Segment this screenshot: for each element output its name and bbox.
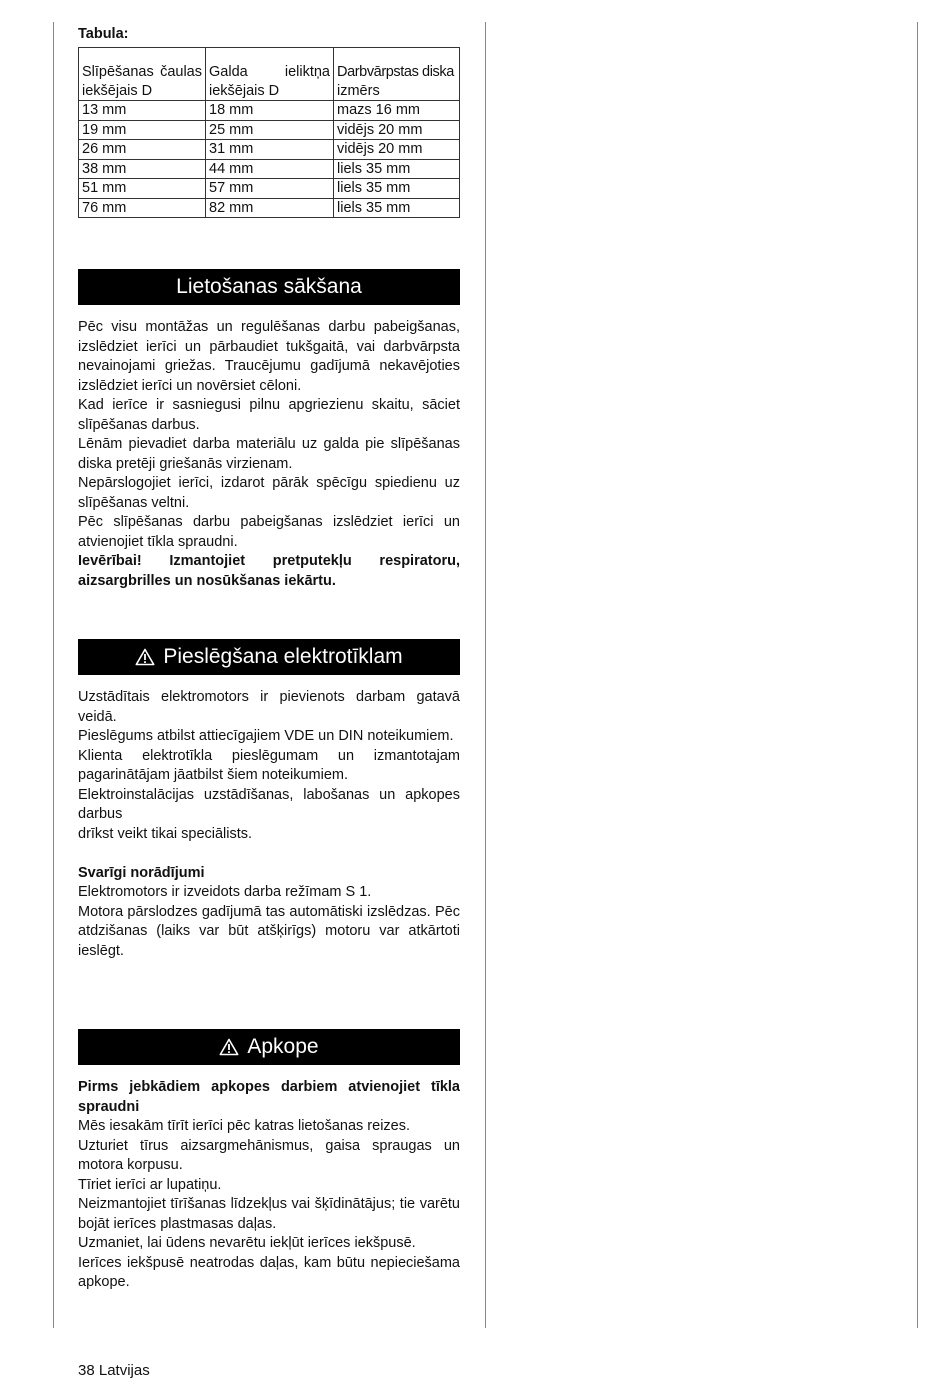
table-cell: vidējs 20 mm (334, 120, 460, 140)
page-number: 38 (78, 1362, 95, 1379)
table-header-row (79, 48, 460, 101)
table-cell: liels 35 mm (334, 159, 460, 179)
warning-triangle-icon (219, 1038, 239, 1056)
column-rule-right (917, 22, 918, 1328)
section-heading-start-operation (78, 269, 460, 305)
table-cell: liels 35 mm (334, 179, 460, 199)
paragraph: Lēnām pievadiet darba materiālu uz galda pie slīpēšanas diska pretēji griešanās virzienam. (78, 436, 460, 472)
table-cell: 19 mm (79, 120, 206, 140)
table-cell: mazs 16 mm (334, 101, 460, 121)
table-header-cell: Slīpēšanas čaulas iekšējais D (79, 48, 206, 101)
paragraph: Motora pārslodzes gadījumā tas automātiski izslēdzas. Pēc atdzišanas (laiks var būt atšķirīgs) motoru var atkārtoti ieslēgt. (78, 903, 460, 959)
page-footer (78, 1362, 150, 1379)
table-cell: 18 mm (206, 101, 334, 121)
table-row (79, 120, 460, 140)
paragraph: Ierīces iekšpusē neatrodas daļas, kam būtu nepieciešama apkope. (78, 1254, 460, 1290)
paragraph: Tīriet ierīci ar lupatiņu. (78, 1176, 222, 1193)
safety-warning: Ievērībai! Izmantojiet pretputekļu respiratoru, aizsargbrilles un nosūkšanas iekārtu. (78, 553, 460, 589)
table-cell: 51 mm (79, 179, 206, 199)
table-row (79, 198, 460, 218)
paragraph: Pēc slīpēšanas darbu pabeigšanas izslēdziet ierīci un atvienojiet tīkla spraudni. (78, 514, 460, 550)
table-row (79, 179, 460, 199)
table-cell: 31 mm (206, 140, 334, 160)
section-heading-electrical-connection (78, 639, 460, 675)
table-row (79, 159, 460, 179)
table-cell: vidējs 20 mm (334, 140, 460, 160)
section-body-electrical-connection (78, 688, 460, 961)
table-row (79, 101, 460, 121)
paragraph: Elektromotors ir izveidots darba režīmam S 1. (78, 884, 372, 900)
table-cell: 76 mm (79, 198, 206, 218)
section-heading-maintenance (78, 1029, 460, 1065)
paragraph: Mēs iesakām tīrīt ierīci pēc katras lietošanas reizes. (78, 1118, 411, 1134)
paragraph: Pēc visu montāžas un regulēšanas darbu pabeigšanas, izslēdziet ierīci un pārbaudiet tukšgaitā, vai darbvārpsta nevainojami griežas. Traucējumu gadījumā nekavējoties izslēdziet ierīci un novērsiet cēloni. (78, 319, 460, 394)
table-cell: liels 35 mm (334, 198, 460, 218)
table-caption: Tabula: (78, 26, 129, 42)
section-title: Lietošanas sākšana (176, 275, 362, 298)
paragraph: Pieslēgums atbilst attiecīgajiem VDE un DIN noteikumiem. (78, 728, 454, 744)
column-rule-middle (485, 22, 486, 1328)
table-cell: 25 mm (206, 120, 334, 140)
paragraph: Uzmaniet, lai ūdens nevarētu iekļūt ierīces iekšpusē. (78, 1235, 416, 1251)
warning-triangle-icon (135, 648, 155, 666)
subheading: Svarīgi norādījumi (78, 864, 205, 881)
spacer (78, 844, 460, 864)
table-cell: 38 mm (79, 159, 206, 179)
table-cell: 44 mm (206, 159, 334, 179)
table-header-cell: Galda ieliktņa iekšējais D (206, 48, 334, 101)
table-cell: 26 mm (79, 140, 206, 160)
table-cell: 13 mm (79, 101, 206, 121)
paragraph: drīkst veikt tikai speciālists. (78, 825, 253, 842)
section-body-maintenance (78, 1078, 460, 1293)
paragraph: Klienta elektrotīkla pieslēgumam un izmantotajam pagarinātājam jāatbilst šiem noteikumiem. (78, 747, 460, 783)
size-table (78, 47, 460, 218)
footer-language: Latvijas (98, 1362, 150, 1379)
paragraph: Kad ierīce ir sasniegusi pilnu apgriezienu skaitu, sāciet slīpēšanas darbus. (78, 397, 460, 433)
paragraph: Elektroinstalācijas uzstādīšanas, labošanas un apkopes darbus (78, 786, 460, 822)
paragraph: Uzstādītais elektromotors ir pievienots darbam gatavā veidā. (78, 689, 460, 725)
section-title: Pieslēgšana elektrotīklam (163, 645, 403, 668)
table-cell: 82 mm (206, 198, 334, 218)
section-body-start-operation (78, 318, 460, 591)
paragraph: Uzturiet tīrus aizsargmehānismus, gaisa spraugas un motora korpusu. (78, 1137, 460, 1173)
section-title: Apkope (247, 1035, 319, 1058)
table-row (79, 140, 460, 160)
maintenance-lead: Pirms jebkādiem apkopes darbiem atvienojiet tīkla spraudni (78, 1079, 460, 1115)
table-cell: 57 mm (206, 179, 334, 199)
table-header-cell: Darbvārpstas diska izmērs (334, 48, 460, 101)
column-rule-left (53, 22, 54, 1328)
paragraph: Nepārslogojiet ierīci, izdarot pārāk spēcīgu spiedienu uz slīpēšanas veltni. (78, 475, 460, 511)
paragraph: Neizmantojiet tīrīšanas līdzekļus vai šķīdinātājus; tie varētu bojāt ierīces plastmasas daļas. (78, 1196, 460, 1232)
